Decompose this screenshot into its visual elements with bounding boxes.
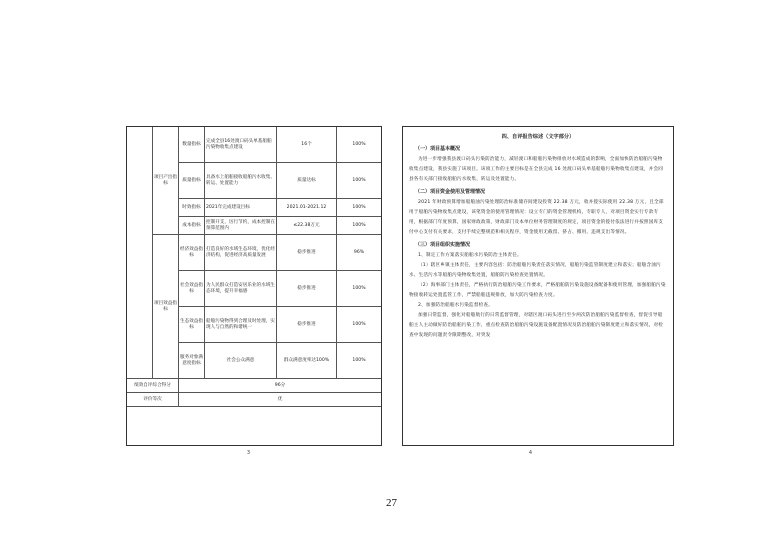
section-paragraph: 1、制定工作方案落实船舶水污染防治主体责任。 — [418, 253, 522, 258]
total-value-cell: 96分 — [179, 379, 381, 393]
performance-table — [126, 126, 382, 446]
content-cell: 社会公众满意 — [205, 343, 277, 379]
score-cell: 100% — [337, 127, 381, 163]
total-label-cell: 绩效自评综合得分 — [127, 379, 179, 393]
section-paragraph: （2）海事部门主体责任，严格执行防治船舶污染工作要求，严格船舶防污染设施设备配备和使用管理，加强船舶污染物接收转运处置监管工作，严禁船舶违规排放，加大防污染检查力度。 — [409, 283, 666, 298]
score-cell: 96% — [337, 235, 381, 271]
summary-title: 四、自评报告综述（文字部分） — [501, 134, 575, 140]
group-effect-cell: 项目效益指标 — [153, 235, 179, 379]
target-cell: ≤22.38万元 — [277, 217, 337, 235]
section-paragraph: 加强日常监督，强化对船舶航行的日常监督管理，对辖区渡口码头进行至少两次防治船舶污染监督检查，督促引导船舶主人主动做好防治船舶污染工作，重点检查防治船舶污染设施设备配置情况及防治船舶污染制度建立和落实情况，对检查中发现的问题责令限期整改，对突发 — [409, 313, 664, 338]
score-cell: 100% — [337, 343, 381, 379]
bottom-page-number: 27 — [386, 497, 397, 509]
left-document-page — [116, 118, 381, 458]
section-paragraph: 2、加强防治船舶水污染监督检查。 — [418, 303, 494, 308]
indicator-cell: 社会效益指标 — [179, 271, 205, 307]
grade-label-cell: 评价等次 — [127, 393, 179, 407]
indicator-cell: 质量指标 — [179, 163, 205, 199]
content-cell: 船舶污染物得到合理及时处理，实现人与自然的和谐统一 — [205, 307, 277, 343]
indicator-cell: 数量指标 — [179, 127, 205, 163]
content-cell: 为人民群众打造安居乐业的水域生态环境，提升幸福感 — [205, 271, 277, 307]
target-cell: 稳步推进 — [277, 307, 337, 343]
indicator-cell: 经济效益指标 — [179, 235, 205, 271]
target-cell: 质量达标 — [277, 163, 337, 199]
group-output-cell: 项目产出指标 — [153, 127, 179, 235]
target-cell: 稳步推进 — [277, 271, 337, 307]
section-heading: （三）项目组织实施情况 — [415, 242, 471, 248]
content-cell: 完成全县16处渡口码头单基船舶污染物收集点建设 — [205, 127, 277, 163]
right-page-number: 4 — [528, 450, 533, 456]
content-cell: 打造良好的水域生态环境，优化经济结构，促进经济高质量发展 — [205, 235, 277, 271]
indicator-cell: 生态效益指标 — [179, 307, 205, 343]
summary-text-frame — [402, 126, 674, 446]
blank-group-cell — [127, 127, 153, 379]
content-cell: 控制开支，厉行节约，成本控制在预算范围内 — [205, 217, 277, 235]
left-page-number: 3 — [246, 450, 251, 456]
content-cell: 具备水上船舶接收船舶污水收集、转运、处置能力 — [205, 163, 277, 199]
target-cell: 稳步推进 — [277, 235, 337, 271]
score-cell: 100% — [337, 163, 381, 199]
target-cell: 2021.01-2021.12 — [277, 199, 337, 217]
score-cell: 100% — [337, 217, 381, 235]
indicator-cell: 时效指标 — [179, 199, 205, 217]
section-heading: （一）项目基本概况 — [415, 146, 461, 152]
right-document-page — [398, 118, 666, 458]
section-paragraph: 2021 年财政预算增加船舶油污染处理防治标准储存间建设投资 22.38 万元，收并拨实际使用 22.38 万元，且全部用于船舶污染物收集点建设，该笔资金的使用管理情况：设立专门的资金管理机构，专职专人，对项目资金实行专款专用，根据部门年度预算，国家财政政策，财政部门及本单位财务管理制度的规定，项目资金的拨付依法进行并按照国库支付中心支付有关要求，支付手续完整规范和相关程序，资金使用无截留、挤占、挪用、违规支出等情况。 — [409, 200, 664, 235]
score-cell: 100% — [337, 199, 381, 217]
section-paragraph: 为进一步增强我县渡口码头污染防治能力，减轻渡口和船舶污染物排放对水域造成的影响，全面加快防治船舶污染物收集点建设，我县实施了该项目。该项工作的主要目标是在全县完成 16 处渡口码头单基船舶污染物收集点建设，并会同县各有关部门接收船舶污水收集、转运及处置能力。 — [409, 157, 664, 182]
indicator-cell: 服务对象满意度指标 — [179, 343, 205, 379]
score-cell: 100% — [337, 271, 381, 307]
score-cell: 100% — [337, 307, 381, 343]
indicator-cell: 成本指标 — [179, 217, 205, 235]
target-cell: 16个 — [277, 127, 337, 163]
target-cell: 群众满意度率达100% — [277, 343, 337, 379]
grade-value-cell: 优 — [179, 393, 381, 407]
section-paragraph: （1）辖区乡镇主体责任，主要内容包括：防治船舶污染责任落实情况，船舶污染监管制度建立和落实；船舶含油污水、生活污水等船舶污染物收集处置，船舶防污染检查处置情况。 — [409, 263, 661, 278]
content-cell: 2021年完成建设目标 — [205, 199, 277, 217]
section-heading: （二）项目资金使用及管理情况 — [415, 189, 486, 195]
